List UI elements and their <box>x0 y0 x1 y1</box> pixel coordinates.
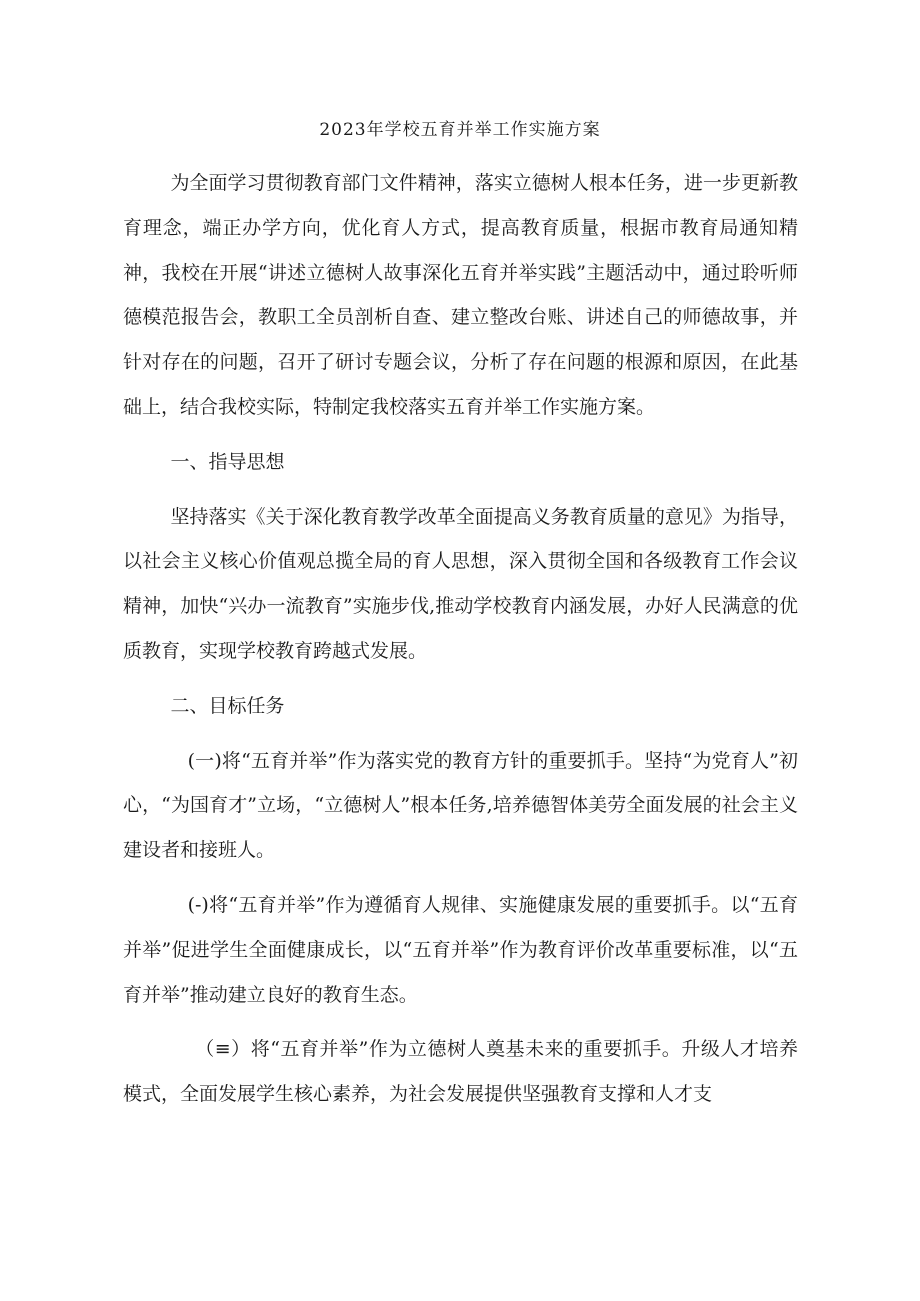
guiding-thought-paragraph: 坚持落实《关于深化教育教学改革全面提高义务教育质量的意见》为指导，以社会主义核心价值观总揽全局的育人思想，深入贯彻全国和各级教育工作会议精神，加快“兴办一流教育”实施步伐,推动学校教育内涵发展，办好人民满意的优质教育，实现学校教育跨越式发展。 <box>123 505 798 662</box>
document-body <box>123 161 798 1117</box>
section-heading-goals: 二、目标任务 <box>170 694 285 717</box>
goal-item-3: （≡）将“五育并举”作为立德树人奠基未来的重要抓手。升级人才培养模式，全面发展学生核心素养，为社会发展提供坚强教育支撑和人才支 <box>123 1038 798 1106</box>
section-heading-guiding-thought: 一、指导思想 <box>170 450 285 473</box>
goal-item-1: (一)将“五育并举”作为落实党的教育方针的重要抓手。坚持“为党育人”初心，“为国育才”立场，“立德树人”根本任务,培养德智体美劳全面发展的社会主义建设者和接班人。 <box>123 749 798 862</box>
intro-paragraph: 为全面学习贯彻教育部门文件精神，落实立德树人根本任务，进一步更新教育理念，端正办学方向，优化育人方式，提高教育质量，根据市教育局通知精神，我校在开展“讲述立德树人故事深化五育并举实践”主题活动中，通过聆听师德模范报告会，教职工全员剖析自查、建立整改台账、讲述自己的师德故事，并针对存在的问题，召开了研讨专题会议，分析了存在问题的根源和原因，在此基础上，结合我校实际，特制定我校落实五育并举工作实施方案。 <box>123 172 798 418</box>
document-title: 2023年学校五育并举工作实施方案 <box>319 120 601 140</box>
goal-item-2: (-)将“五育并举”作为遵循育人规律、实施健康发展的重要抓手。以“五育并举”促进学生全面健康成长，以“五育并举”作为教育评价改革重要标准，以“五育并举”推动建立良好的教育生态。 <box>123 893 798 1006</box>
